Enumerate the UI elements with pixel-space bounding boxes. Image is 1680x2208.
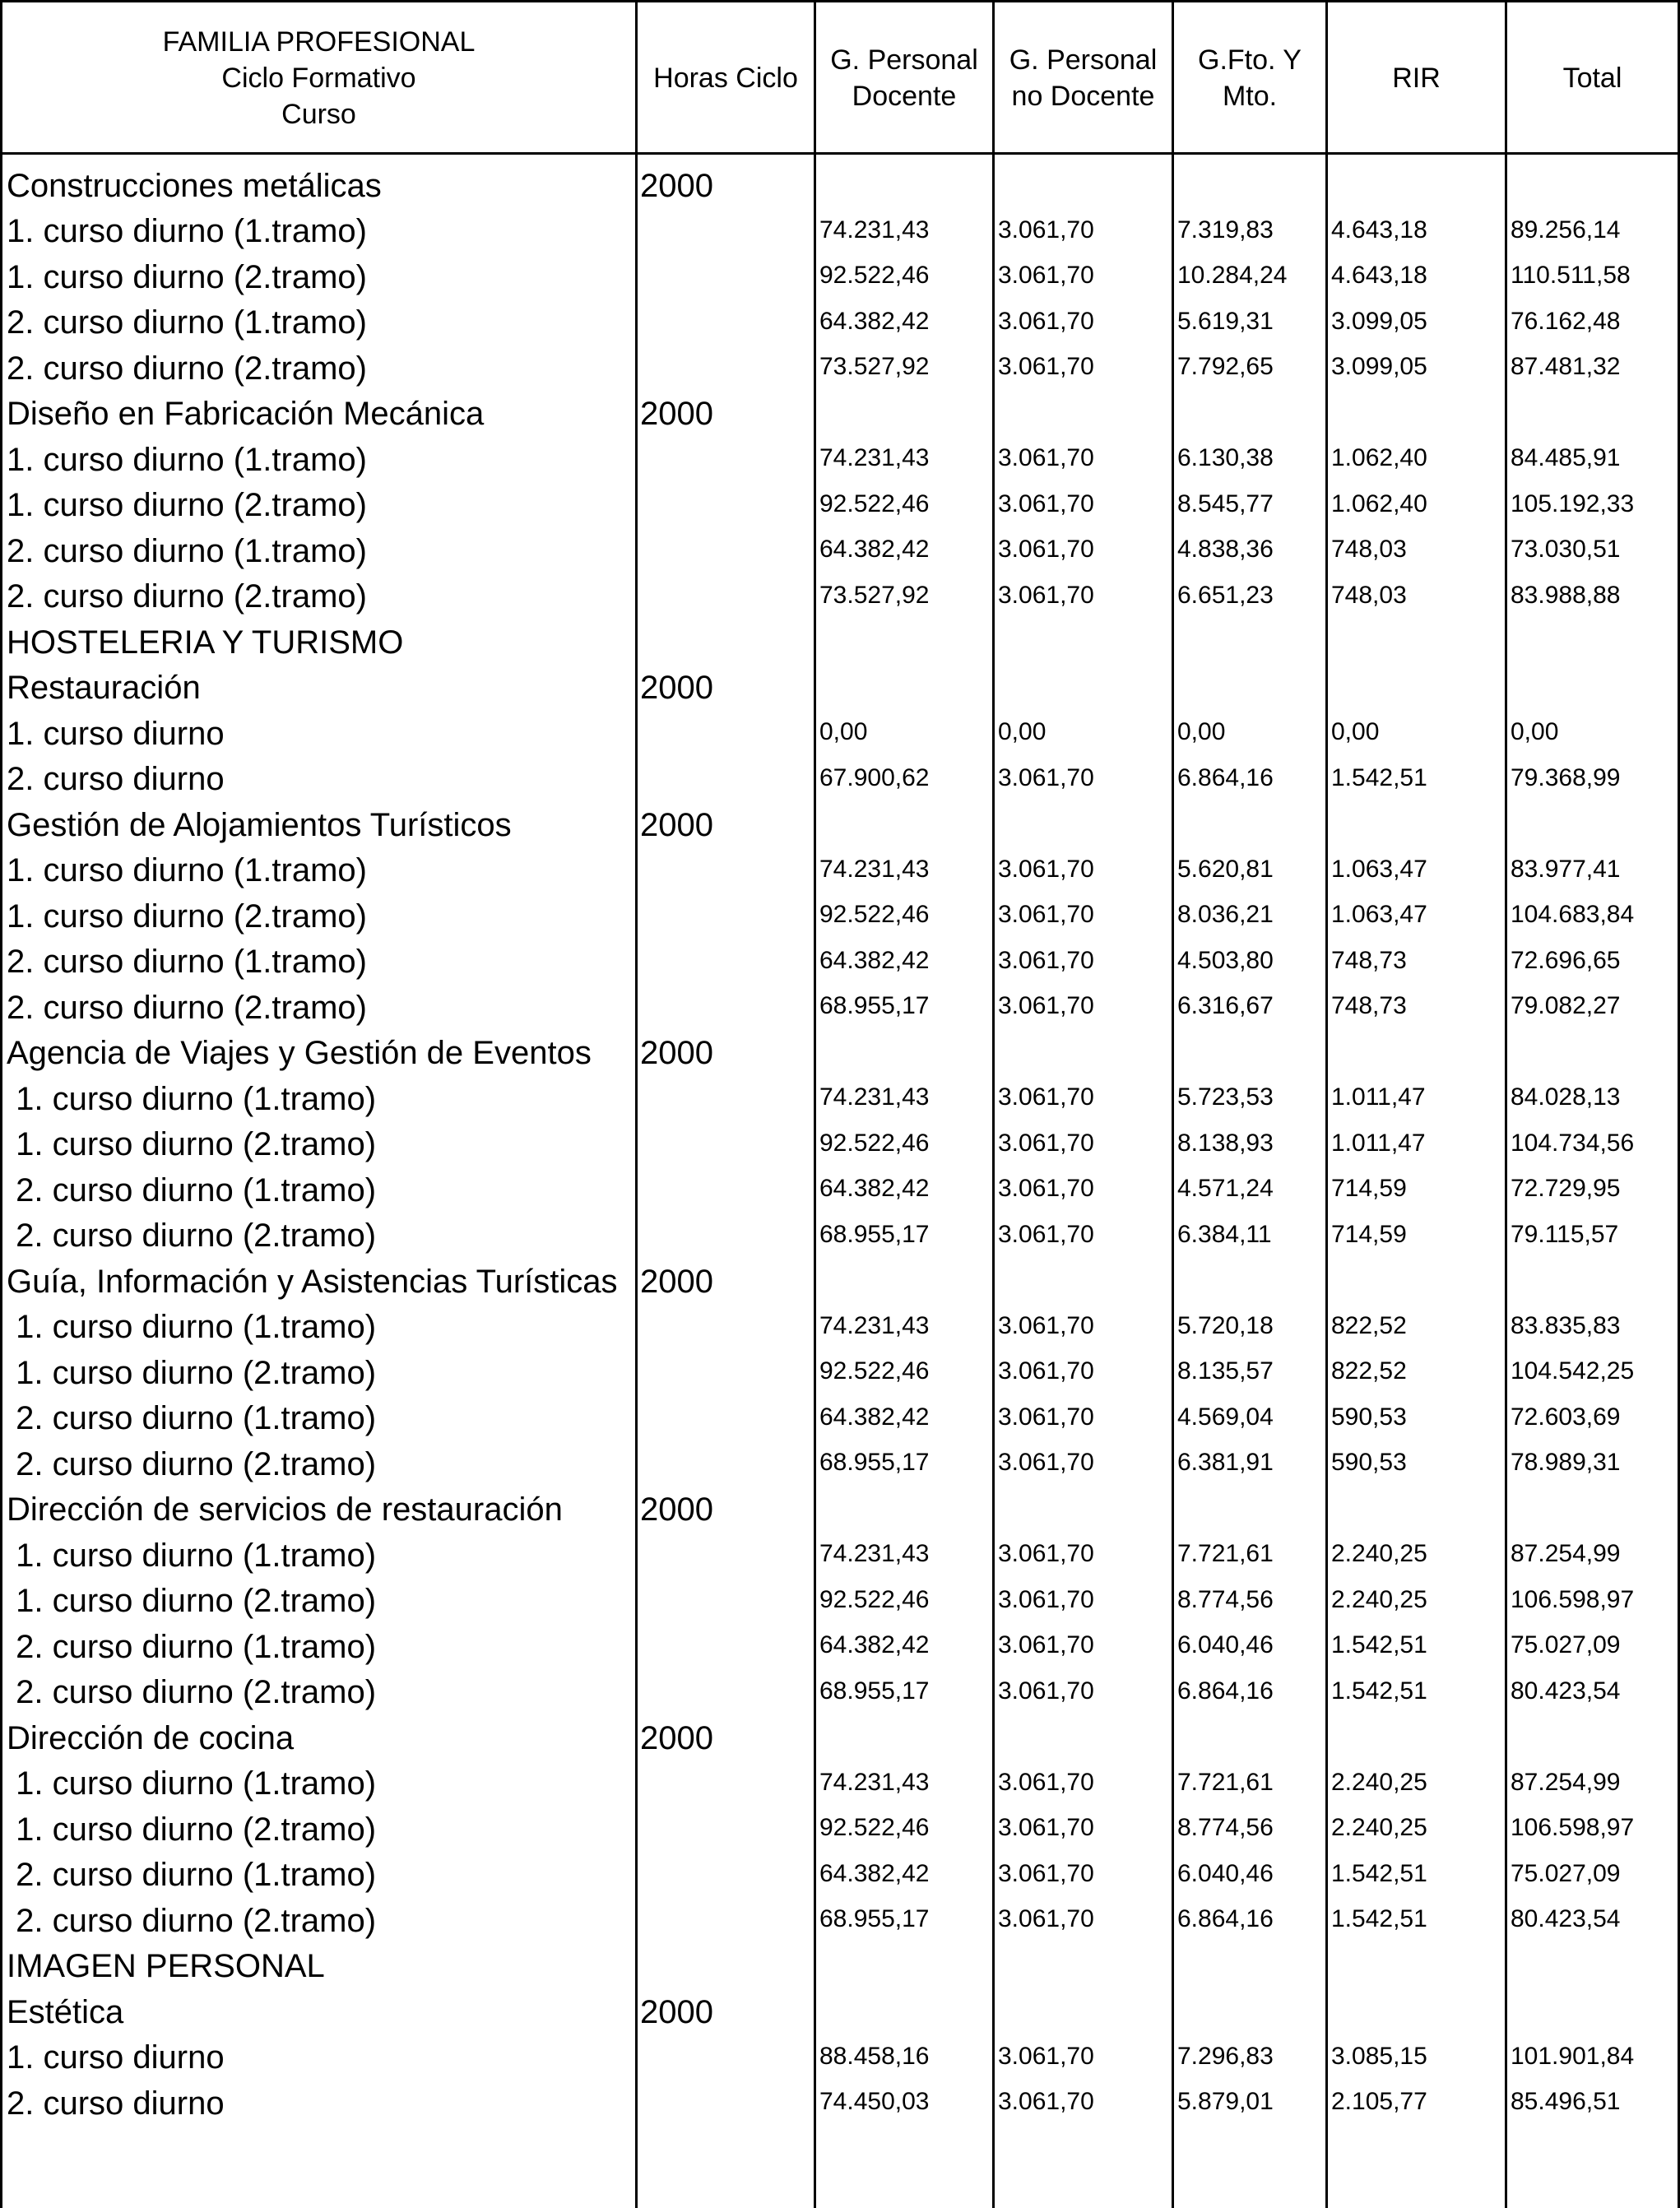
- table-row: [0, 1622, 1680, 1668]
- cell-funcionamiento: 6.381,91: [1177, 1449, 1274, 1476]
- cell-personal-docente: 0,00: [819, 718, 868, 745]
- cell-personal-no-docente: 3.061,70: [998, 901, 1094, 928]
- header-familia: [2, 2, 635, 153]
- header-total: [1507, 2, 1678, 153]
- table-row: [0, 1394, 1680, 1440]
- row-label: 2. curso diurno (2.tramo): [7, 1218, 377, 1254]
- cell-personal-no-docente: 3.061,70: [998, 1814, 1094, 1841]
- row-label: 2. curso diurno: [7, 2085, 225, 2122]
- cell-personal-no-docente: 3.061,70: [998, 353, 1094, 380]
- cell-funcionamiento: 10.284,24: [1177, 262, 1288, 289]
- row-label: 2. curso diurno (1.tramo): [7, 1628, 377, 1665]
- table-row: [0, 1257, 1680, 1303]
- row-label: 1. curso diurno (2.tramo): [7, 258, 367, 295]
- table-row: [0, 1348, 1680, 1394]
- row-label: 2. curso diurno (2.tramo): [7, 989, 367, 1026]
- cell-personal-docente: 68.955,17: [819, 1220, 930, 1248]
- table-row: [0, 1851, 1680, 1897]
- header-familia-line1: FAMILIA PROFESIONAL: [162, 26, 476, 58]
- table-row: [0, 207, 1680, 253]
- cell-total: 87.254,99: [1511, 1768, 1621, 1796]
- cell-total: 87.254,99: [1511, 1540, 1621, 1567]
- cell-personal-docente: 64.382,42: [819, 946, 930, 974]
- cell-personal-docente: 64.382,42: [819, 1631, 930, 1658]
- cell-personal-no-docente: 3.061,70: [998, 992, 1094, 1019]
- row-label: 1. curso diurno (2.tramo): [7, 1126, 377, 1162]
- cell-total: 101.901,84: [1511, 2042, 1635, 2070]
- cell-rir: 748,03: [1331, 581, 1407, 609]
- cell-funcionamiento: 4.838,36: [1177, 536, 1274, 563]
- cell-rir: 1.063,47: [1331, 855, 1427, 883]
- row-label: Restauración: [7, 670, 201, 706]
- cell-rir: 0,00: [1331, 718, 1380, 745]
- cell-personal-no-docente: 3.061,70: [998, 2088, 1094, 2115]
- cell-total: 83.835,83: [1511, 1311, 1621, 1339]
- cell-total: 79.115,57: [1511, 1220, 1619, 1248]
- cell-personal-docente: 74.231,43: [819, 216, 930, 244]
- cell-total: 83.977,41: [1511, 855, 1621, 883]
- cell-funcionamiento: 0,00: [1177, 718, 1226, 745]
- cell-funcionamiento: 6.651,23: [1177, 581, 1274, 609]
- cell-rir: 822,52: [1331, 1311, 1407, 1339]
- cell-personal-docente: 74.231,43: [819, 1540, 930, 1567]
- row-label: Agencia de Viajes y Gestión de Eventos: [7, 1035, 592, 1071]
- cell-personal-docente: 73.527,92: [819, 581, 930, 609]
- row-label: IMAGEN PERSONAL: [7, 1948, 325, 1984]
- cell-rir: 2.240,25: [1331, 1768, 1427, 1796]
- cell-personal-docente: 64.382,42: [819, 1175, 930, 1202]
- cell-personal-no-docente: 3.061,70: [998, 1449, 1094, 1476]
- row-label: 2. curso diurno (2.tramo): [7, 1902, 377, 1939]
- table-row: [0, 344, 1680, 390]
- cell-personal-no-docente: 3.061,70: [998, 536, 1094, 563]
- cell-funcionamiento: 5.720,18: [1177, 1311, 1274, 1339]
- row-label: Construcciones metálicas: [7, 167, 382, 204]
- table-row: [0, 892, 1680, 938]
- cell-personal-docente: 74.231,43: [819, 1311, 930, 1339]
- cell-horas: 2000: [640, 670, 713, 706]
- header-horas-label: Horas Ciclo: [653, 62, 798, 94]
- cell-funcionamiento: 5.619,31: [1177, 307, 1274, 335]
- cell-personal-docente: 92.522,46: [819, 1814, 930, 1841]
- cell-rir: 1.062,40: [1331, 489, 1427, 517]
- cell-total: 0,00: [1511, 718, 1559, 745]
- table-row: [0, 1805, 1680, 1851]
- cell-rir: 590,53: [1331, 1403, 1407, 1431]
- cell-rir: 1.542,51: [1331, 1677, 1427, 1705]
- cell-horas: 2000: [640, 1263, 713, 1300]
- row-label: 2. curso diurno (1.tramo): [7, 1171, 377, 1208]
- cell-rir: 1.542,51: [1331, 1631, 1427, 1658]
- cell-rir: 2.240,25: [1331, 1540, 1427, 1567]
- table-row: [0, 618, 1680, 664]
- table-row: [0, 1668, 1680, 1714]
- table-row: [0, 1896, 1680, 1942]
- table-row: [0, 983, 1680, 1029]
- row-label: Dirección de cocina: [7, 1719, 295, 1756]
- header-gpd-line2: Docente: [852, 80, 957, 112]
- row-label: 2. curso diurno: [7, 761, 225, 797]
- cell-personal-no-docente: 3.061,70: [998, 444, 1094, 471]
- table-row: [0, 1120, 1680, 1167]
- cell-personal-no-docente: 3.061,70: [998, 1585, 1094, 1613]
- cell-funcionamiento: 6.316,67: [1177, 992, 1274, 1019]
- cell-rir: 1.542,51: [1331, 1905, 1427, 1932]
- cell-funcionamiento: 8.774,56: [1177, 1585, 1274, 1613]
- row-label: 1. curso diurno (1.tramo): [7, 213, 367, 249]
- cell-rir: 1.063,47: [1331, 901, 1427, 928]
- cell-funcionamiento: 8.545,77: [1177, 489, 1274, 517]
- cell-total: 84.028,13: [1511, 1083, 1621, 1111]
- cell-personal-no-docente: 3.061,70: [998, 855, 1094, 883]
- table-body: [0, 161, 1680, 2125]
- table-row: [0, 1531, 1680, 1577]
- table-row: [0, 1714, 1680, 1760]
- cell-personal-docente: 74.231,43: [819, 1083, 930, 1111]
- row-label: Dirección de servicios de restauración: [7, 1491, 563, 1528]
- cell-total: 79.082,27: [1511, 992, 1621, 1019]
- row-label: 1. curso diurno (2.tramo): [7, 1583, 377, 1619]
- cell-personal-docente: 64.382,42: [819, 307, 930, 335]
- cell-total: 105.192,33: [1511, 489, 1635, 517]
- row-label: 2. curso diurno (2.tramo): [7, 578, 367, 615]
- cell-horas: 2000: [640, 1993, 713, 2030]
- cell-funcionamiento: 6.040,46: [1177, 1631, 1274, 1658]
- cell-personal-no-docente: 3.061,70: [998, 262, 1094, 289]
- cell-personal-no-docente: 3.061,70: [998, 1129, 1094, 1157]
- table-row: [0, 800, 1680, 847]
- cell-personal-no-docente: 3.061,70: [998, 489, 1094, 517]
- cell-total: 75.027,09: [1511, 1631, 1621, 1658]
- header-rir-label: RIR: [1392, 62, 1441, 94]
- table-row: [0, 1074, 1680, 1120]
- header-horas: [638, 2, 814, 153]
- cell-rir: 748,03: [1331, 536, 1407, 563]
- cell-total: 83.988,88: [1511, 581, 1621, 609]
- header-gpnd-line2: no Docente: [1011, 80, 1155, 112]
- cell-total: 104.734,56: [1511, 1129, 1635, 1157]
- cell-total: 104.542,25: [1511, 1357, 1635, 1385]
- row-label: 1. curso diurno (1.tramo): [7, 441, 367, 478]
- table-row: [0, 2079, 1680, 2125]
- table-row: [0, 1440, 1680, 1486]
- table-row: [0, 1577, 1680, 1623]
- table-row: [0, 1942, 1680, 1988]
- row-label: Guía, Información y Asistencias Turísticas: [7, 1263, 618, 1300]
- cell-rir: 1.011,47: [1331, 1083, 1426, 1111]
- cell-personal-docente: 74.231,43: [819, 855, 930, 883]
- cell-total: 72.729,95: [1511, 1175, 1621, 1202]
- cell-personal-no-docente: 3.061,70: [998, 1083, 1094, 1111]
- table-row: [0, 847, 1680, 893]
- cell-personal-docente: 73.527,92: [819, 353, 930, 380]
- cell-horas: 2000: [640, 167, 713, 204]
- row-label: Diseño en Fabricación Mecánica: [7, 396, 485, 432]
- table-row: [0, 709, 1680, 755]
- cell-personal-no-docente: 3.061,70: [998, 1540, 1094, 1567]
- table-row: [0, 1212, 1680, 1258]
- cell-personal-docente: 64.382,42: [819, 536, 930, 563]
- cell-total: 72.696,65: [1511, 946, 1621, 974]
- cell-personal-docente: 64.382,42: [819, 1403, 930, 1431]
- cell-rir: 590,53: [1331, 1449, 1407, 1476]
- table-row: [0, 299, 1680, 345]
- table-row: [0, 664, 1680, 710]
- table-row: [0, 253, 1680, 299]
- cell-personal-no-docente: 3.061,70: [998, 946, 1094, 974]
- cell-rir: 1.542,51: [1331, 1859, 1427, 1887]
- cell-rir: 2.240,25: [1331, 1585, 1427, 1613]
- header-personal-docente: [816, 2, 992, 153]
- cell-personal-docente: 88.458,16: [819, 2042, 930, 2070]
- table-row: [0, 1303, 1680, 1349]
- cell-personal-docente: 92.522,46: [819, 1129, 930, 1157]
- table-row: [0, 1166, 1680, 1212]
- cell-rir: 748,73: [1331, 946, 1407, 974]
- cell-rir: 2.105,77: [1331, 2088, 1427, 2115]
- header-familia-line2: Ciclo Formativo: [221, 62, 416, 94]
- cell-personal-no-docente: 3.061,70: [998, 307, 1094, 335]
- header-gpnd-line1: G. Personal: [1009, 44, 1158, 76]
- cell-funcionamiento: 7.792,65: [1177, 353, 1274, 380]
- header-gpd-line1: G. Personal: [830, 44, 978, 76]
- row-label: 1. curso diurno (2.tramo): [7, 1811, 377, 1848]
- row-label: 1. curso diurno (1.tramo): [7, 1309, 377, 1345]
- cell-total: 80.423,54: [1511, 1677, 1621, 1705]
- table-row: [0, 573, 1680, 619]
- cell-funcionamiento: 8.138,93: [1177, 1129, 1274, 1157]
- cell-funcionamiento: 5.620,81: [1177, 855, 1274, 883]
- cell-funcionamiento: 4.569,04: [1177, 1403, 1274, 1431]
- cell-funcionamiento: 7.296,83: [1177, 2042, 1274, 2070]
- cell-total: 85.496,51: [1511, 2088, 1621, 2115]
- cell-personal-no-docente: 3.061,70: [998, 1631, 1094, 1658]
- header-familia-line3: Curso: [281, 98, 356, 130]
- cell-horas: 2000: [640, 1719, 713, 1756]
- cell-personal-docente: 67.900,62: [819, 763, 930, 791]
- cell-horas: 2000: [640, 396, 713, 432]
- row-label: 1. curso diurno (1.tramo): [7, 852, 367, 888]
- cell-total: 72.603,69: [1511, 1403, 1621, 1431]
- cell-funcionamiento: 6.130,38: [1177, 444, 1274, 471]
- cell-funcionamiento: 5.879,01: [1177, 2088, 1274, 2115]
- cell-personal-no-docente: 3.061,70: [998, 216, 1094, 244]
- header-funcionamiento: [1174, 2, 1325, 153]
- cell-personal-no-docente: 3.061,70: [998, 1403, 1094, 1431]
- cell-total: 79.368,99: [1511, 763, 1621, 791]
- cell-total: 106.598,97: [1511, 1814, 1635, 1841]
- cell-rir: 822,52: [1331, 1357, 1407, 1385]
- row-label: 2. curso diurno (2.tramo): [7, 1445, 377, 1482]
- cell-total: 78.989,31: [1511, 1449, 1621, 1476]
- cell-total: 80.423,54: [1511, 1905, 1621, 1932]
- cell-rir: 4.643,18: [1331, 262, 1427, 289]
- cell-horas: 2000: [640, 806, 713, 843]
- cell-funcionamiento: 7.319,83: [1177, 216, 1274, 244]
- header-rir: [1328, 2, 1505, 153]
- cell-personal-docente: 74.231,43: [819, 444, 930, 471]
- cell-personal-docente: 64.382,42: [819, 1859, 930, 1887]
- cell-funcionamiento: 7.721,61: [1177, 1768, 1274, 1796]
- row-label: 2. curso diurno (2.tramo): [7, 350, 367, 387]
- cell-funcionamiento: 8.135,57: [1177, 1357, 1274, 1385]
- cell-rir: 3.099,05: [1331, 353, 1427, 380]
- cell-personal-no-docente: 3.061,70: [998, 1175, 1094, 1202]
- cell-total: 75.027,09: [1511, 1859, 1621, 1887]
- row-label: Gestión de Alojamientos Turísticos: [7, 806, 512, 843]
- cell-funcionamiento: 6.384,11: [1177, 1220, 1272, 1248]
- cell-personal-no-docente: 3.061,70: [998, 1677, 1094, 1705]
- header-personal-no-docente: [995, 2, 1172, 153]
- cell-total: 104.683,84: [1511, 901, 1635, 928]
- cell-personal-docente: 92.522,46: [819, 1357, 930, 1385]
- cell-personal-docente: 92.522,46: [819, 901, 930, 928]
- table-row: [0, 1988, 1680, 2034]
- cell-rir: 2.240,25: [1331, 1814, 1427, 1841]
- cell-total: 87.481,32: [1511, 353, 1621, 380]
- row-label: 2. curso diurno (1.tramo): [7, 944, 367, 980]
- row-label: 1. curso diurno (1.tramo): [7, 1537, 377, 1574]
- cell-total: 89.256,14: [1511, 216, 1621, 244]
- cell-personal-no-docente: 0,00: [998, 718, 1047, 745]
- row-label: 1. curso diurno (2.tramo): [7, 1354, 377, 1391]
- cell-personal-no-docente: 3.061,70: [998, 581, 1094, 609]
- cell-total: 76.162,48: [1511, 307, 1621, 335]
- cell-rir: 748,73: [1331, 992, 1407, 1019]
- cell-rir: 1.011,47: [1331, 1129, 1426, 1157]
- cell-personal-docente: 92.522,46: [819, 489, 930, 517]
- cell-funcionamiento: 5.723,53: [1177, 1083, 1274, 1111]
- cell-rir: 714,59: [1331, 1175, 1407, 1202]
- cell-funcionamiento: 8.774,56: [1177, 1814, 1274, 1841]
- row-label: 1. curso diurno: [7, 2039, 225, 2076]
- cell-funcionamiento: 8.036,21: [1177, 901, 1274, 928]
- row-label: 2. curso diurno (1.tramo): [7, 1857, 377, 1893]
- header-gfto-line1: G.Fto. Y: [1198, 44, 1302, 76]
- cell-funcionamiento: 6.040,46: [1177, 1859, 1274, 1887]
- table-row: [0, 435, 1680, 481]
- cell-rir: 1.542,51: [1331, 763, 1427, 791]
- cell-personal-docente: 92.522,46: [819, 262, 930, 289]
- cell-personal-docente: 74.450,03: [819, 2088, 930, 2115]
- cell-rir: 3.099,05: [1331, 307, 1427, 335]
- row-label: 1. curso diurno: [7, 715, 225, 752]
- cell-personal-docente: 68.955,17: [819, 1905, 930, 1932]
- cell-personal-docente: 68.955,17: [819, 1677, 930, 1705]
- cell-horas: 2000: [640, 1491, 713, 1528]
- cell-funcionamiento: 4.503,80: [1177, 946, 1274, 974]
- table-row: [0, 938, 1680, 984]
- cell-personal-no-docente: 3.061,70: [998, 2042, 1094, 2070]
- cell-funcionamiento: 6.864,16: [1177, 763, 1274, 791]
- table-row: [0, 2034, 1680, 2080]
- row-label: HOSTELERIA Y TURISMO: [7, 624, 404, 661]
- row-label: 1. curso diurno (2.tramo): [7, 898, 367, 935]
- cell-total: 84.485,91: [1511, 444, 1621, 471]
- cell-funcionamiento: 6.864,16: [1177, 1677, 1274, 1705]
- cell-total: 110.511,58: [1511, 262, 1631, 289]
- row-label: 2. curso diurno (1.tramo): [7, 532, 367, 569]
- table-row: [0, 1486, 1680, 1532]
- cell-personal-no-docente: 3.061,70: [998, 1859, 1094, 1887]
- table-row: [0, 481, 1680, 527]
- cell-funcionamiento: 6.864,16: [1177, 1905, 1274, 1932]
- table-row: [0, 755, 1680, 801]
- cell-personal-no-docente: 3.061,70: [998, 1357, 1094, 1385]
- cell-funcionamiento: 4.571,24: [1177, 1175, 1274, 1202]
- table-row: [0, 1760, 1680, 1806]
- table-row: [0, 1029, 1680, 1075]
- header-total-label: Total: [1562, 62, 1622, 94]
- cell-personal-no-docente: 3.061,70: [998, 1220, 1094, 1248]
- row-label: Estética: [7, 1993, 124, 2030]
- table-row: [0, 390, 1680, 436]
- header-gfto-line2: Mto.: [1222, 80, 1278, 112]
- cell-personal-docente: 68.955,17: [819, 1449, 930, 1476]
- cell-funcionamiento: 7.721,61: [1177, 1540, 1274, 1567]
- row-label: 1. curso diurno (1.tramo): [7, 1765, 377, 1802]
- cell-rir: 4.643,18: [1331, 216, 1427, 244]
- row-label: 1. curso diurno (1.tramo): [7, 1080, 377, 1117]
- cell-personal-no-docente: 3.061,70: [998, 1905, 1094, 1932]
- table-row: [0, 161, 1680, 207]
- cell-horas: 2000: [640, 1035, 713, 1071]
- cell-personal-docente: 68.955,17: [819, 992, 930, 1019]
- cell-personal-no-docente: 3.061,70: [998, 763, 1094, 791]
- cell-personal-no-docente: 3.061,70: [998, 1768, 1094, 1796]
- cell-rir: 3.085,15: [1331, 2042, 1427, 2070]
- row-label: 2. curso diurno (1.tramo): [7, 1400, 377, 1436]
- row-label: 2. curso diurno (2.tramo): [7, 1674, 377, 1710]
- cell-personal-docente: 74.231,43: [819, 1768, 930, 1796]
- cell-personal-docente: 92.522,46: [819, 1585, 930, 1613]
- cell-total: 73.030,51: [1511, 536, 1621, 563]
- cell-total: 106.598,97: [1511, 1585, 1635, 1613]
- cell-rir: 1.062,40: [1331, 444, 1427, 471]
- table-row: [0, 526, 1680, 573]
- cell-rir: 714,59: [1331, 1220, 1407, 1248]
- cell-personal-no-docente: 3.061,70: [998, 1311, 1094, 1339]
- row-label: 1. curso diurno (2.tramo): [7, 487, 367, 523]
- row-label: 2. curso diurno (1.tramo): [7, 304, 367, 341]
